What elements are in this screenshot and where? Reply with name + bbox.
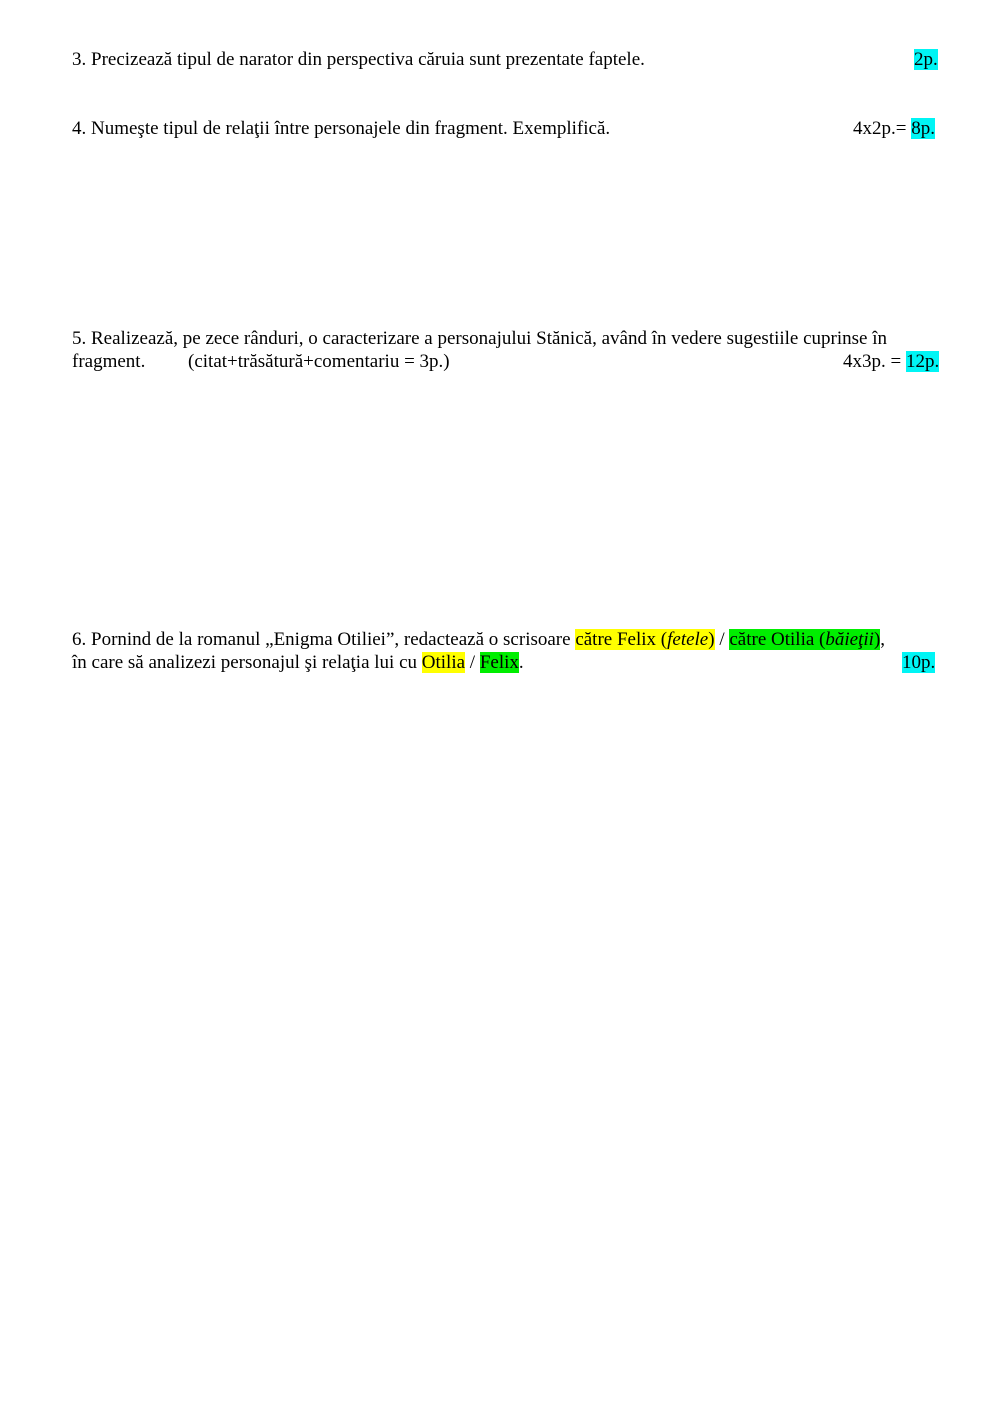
question-4-points-formula: 4x2p.= bbox=[853, 118, 912, 139]
question-6-separator-2: / bbox=[465, 652, 480, 673]
question-6-line-1 bbox=[72, 628, 885, 651]
question-6-to-felix-close: ) bbox=[708, 629, 715, 650]
question-6-points bbox=[902, 651, 935, 674]
question-6-to-otilia bbox=[729, 629, 880, 650]
question-3-text: 3. Precizează tipul de narator din perspectiva căruia sunt prezentate faptele. bbox=[72, 49, 645, 70]
question-6-line-1-start: 6. Pornind de la romanul „Enigma Otiliei”, redactează o scrisoare bbox=[72, 629, 576, 650]
question-6-to-felix bbox=[575, 629, 714, 650]
question-6-to-otilia-close: ) bbox=[873, 629, 881, 650]
question-6-girls: fetele bbox=[667, 629, 709, 650]
question-4-text: 4. Numeşte tipul de relaţii între personajele din fragment. Exemplifică. bbox=[72, 118, 611, 139]
question-6-line-1-end: , bbox=[880, 629, 886, 650]
question-6-boys: băieţii bbox=[825, 629, 874, 650]
question-6-separator: / bbox=[714, 629, 730, 650]
question-5-points-highlight: 12p. bbox=[905, 351, 940, 372]
question-3-points-highlight: 2p. bbox=[914, 49, 938, 70]
question-5-line-1: 5. Realizează, pe zece rânduri, o caracterizare a personajului Stănică, având în vedere sugestiile cuprinse în bbox=[72, 328, 888, 349]
question-6-points-highlight: 10p. bbox=[902, 652, 936, 673]
question-5-points-formula: 4x3p. = bbox=[843, 351, 906, 372]
question-5-points bbox=[843, 350, 939, 373]
question-6-line-2-end: . bbox=[518, 652, 524, 673]
question-4-points bbox=[853, 117, 935, 140]
question-6-line-2-start: în care să analizezi personajul şi relaţia lui cu bbox=[72, 652, 422, 673]
question-5-criteria: (citat+trăsătură+comentariu = 3p.) bbox=[188, 351, 450, 372]
question-5-line-2 bbox=[72, 350, 145, 373]
question-6-felix: Felix bbox=[479, 652, 519, 673]
question-4-points-highlight: 8p. bbox=[911, 118, 935, 139]
question-3-points bbox=[914, 48, 938, 71]
question-6-line-2 bbox=[72, 651, 524, 674]
question-6-otilia: Otilia bbox=[421, 652, 466, 673]
question-5-line-2-start: fragment. bbox=[72, 351, 146, 372]
question-6-to-otilia-text: către Otilia ( bbox=[729, 629, 826, 650]
question-6-to-felix-text: către Felix ( bbox=[575, 629, 668, 650]
